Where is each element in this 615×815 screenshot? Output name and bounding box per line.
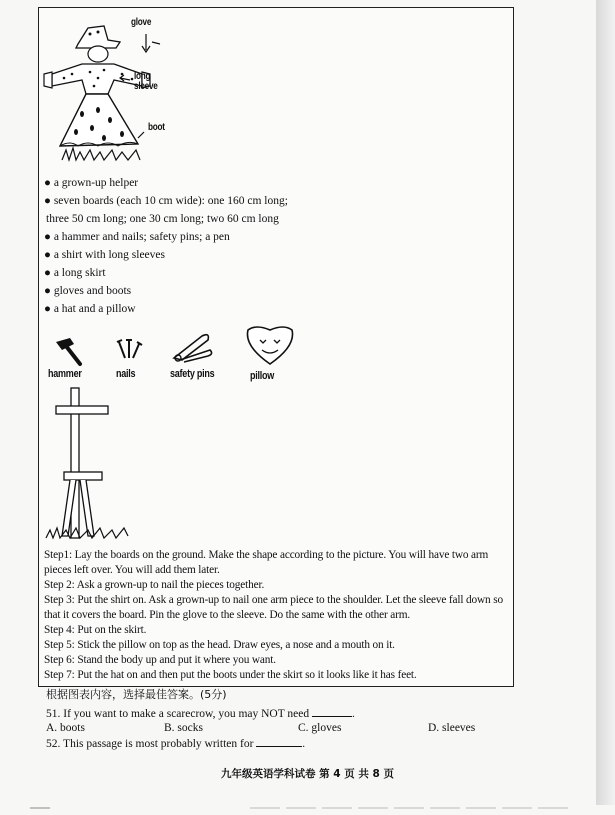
step-3: Step 3: Put the shirt on. Ask a grown-up to nail one arm piece to the shoulder. Let the sleeve fall down so that it covers the board. Pin the glove to the sleeve. Do the same with the other arm. xyxy=(44,594,503,621)
section-instruction: 根据图表内容，选择最佳答案。(5分) xyxy=(46,688,227,701)
q51-option-b: B. socks xyxy=(164,722,203,734)
hammer-icon xyxy=(50,334,90,368)
scan-edge-marks xyxy=(30,797,570,801)
step-6: Step 6: Stand the body up and put it where you want. xyxy=(44,654,276,666)
material-item-1: ● a grown-up helper xyxy=(44,177,139,189)
step-5: Step 5: Stick the pillow on top as the head. Draw eyes, a nose and a mouth on it. xyxy=(44,639,395,651)
material-item-7: ● a hat and a pillow xyxy=(44,303,136,315)
q51-option-a: A. boots xyxy=(46,722,85,734)
step-1: Step1: Lay the boards on the ground. Make the shape according to the picture. You will have two arm pieces left over. You will add them later. xyxy=(44,549,489,576)
material-item-5: ● a long skirt xyxy=(44,267,106,279)
label-hammer: hammer xyxy=(48,368,82,380)
question-52: 52. This passage is most probably written for . xyxy=(46,738,306,750)
pillow-icon xyxy=(242,322,298,366)
step-4: Step 4: Put on the skirt. xyxy=(44,624,147,636)
question-51: 51. If you want to make a scarecrow, you may NOT need . xyxy=(46,708,355,720)
material-item-2: ● seven boards (each 10 cm wide): one 160 cm long; xyxy=(44,195,288,207)
material-item-2-continued: three 50 cm long; one 30 cm long; two 60 cm long xyxy=(46,213,279,225)
step-7: Step 7: Put the hat on and then put the boots under the skirt so it looks like it has feet. xyxy=(44,669,417,681)
label-nails: nails xyxy=(116,368,136,380)
nails-icon xyxy=(115,336,145,366)
q51-option-d: D. sleeves xyxy=(428,722,476,734)
page-footer: 九年级英语学科试卷 第 4 页 共 8 页 xyxy=(220,768,395,780)
label-long: long xyxy=(134,71,151,82)
label-boot: boot xyxy=(148,122,165,133)
step-2: Step 2: Ask a grown-up to nail the pieces together. xyxy=(44,579,265,591)
page-edge-shadow xyxy=(596,0,615,805)
label-pillow: pillow xyxy=(250,370,275,382)
material-item-6: ● gloves and boots xyxy=(44,285,132,297)
label-sleeve: sleeve xyxy=(134,81,158,92)
safety-pins-icon xyxy=(170,330,216,364)
label-safety-pins: safety pins xyxy=(170,368,215,380)
material-item-4: ● a shirt with long sleeves xyxy=(44,249,165,261)
scarecrow-illustration xyxy=(42,14,192,164)
label-glove: glove xyxy=(131,17,152,28)
q51-option-c: C. gloves xyxy=(298,722,342,734)
material-item-3: ● a hammer and nails; safety pins; a pen xyxy=(44,231,230,243)
board-frame-diagram xyxy=(44,386,144,546)
